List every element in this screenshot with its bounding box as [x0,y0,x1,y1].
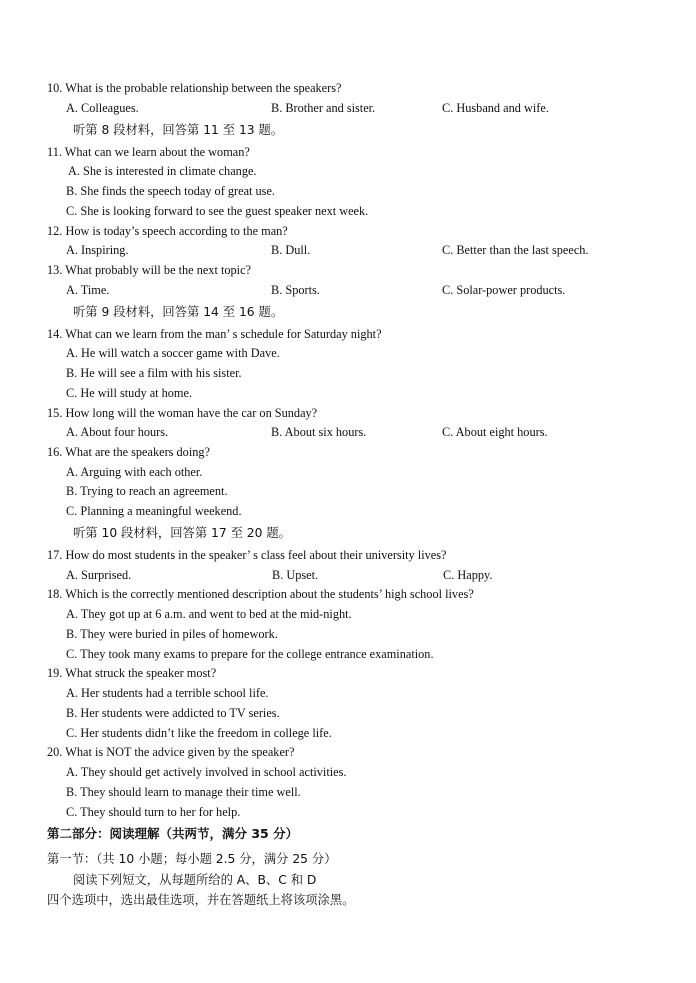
reading-directions-continued: 四个选项中，选出最佳选项，并在答题纸上将该项涂黑。 [47,893,355,907]
question-14 [47,326,382,342]
question-number: 19. [47,666,63,680]
question-text: How do most students in the speaker’ s class feel about their university lives? [65,548,447,562]
reading-directions: 阅读下列短文，从每题所给的 A、B、C 和 D [73,873,317,887]
option-c: C. Planning a meaningful weekend. [66,504,242,518]
option-a: A. Time. [66,283,110,297]
option-c: C. Happy. [443,568,493,582]
question-text: What are the speakers doing? [65,445,210,459]
option-a: A. She is interested in climate change. [68,164,257,178]
question-number: 11. [47,145,62,159]
question-number: 14. [47,327,63,341]
question-17 [47,547,446,563]
option-c: C. About eight hours. [442,425,548,439]
question-20 [47,744,294,760]
question-18 [47,586,474,602]
question-15 [47,405,317,421]
option-a: A. Inspiring. [66,243,129,257]
option-b: B. Dull. [271,243,311,257]
option-c: C. They should turn to her for help. [66,805,241,819]
question-text: What is NOT the advice given by the speaker? [65,745,295,759]
option-c: C. She is looking forward to see the guest speaker next week. [66,204,369,218]
option-a: A. Colleagues. [66,101,139,115]
option-a: A. They should get actively involved in school activities. [66,765,347,779]
question-text: What can we learn from the man’ s schedule for Saturday night? [65,327,382,341]
option-b: B. About six hours. [271,425,367,439]
question-text: How long will the woman have the car on Sunday? [65,406,318,420]
listening-instruction: 听第 9 段材料，回答第 14 至 16 题。 [73,305,284,319]
option-c: C. They took many exams to prepare for the college entrance examination. [66,647,434,661]
question-number: 17. [47,548,63,562]
section-title: 第二部分：阅读理解（共两节，满分 35 分） [47,826,299,841]
question-number: 18. [47,587,63,601]
question-11 [47,144,250,160]
question-number: 12. [47,224,63,238]
option-b: B. They should learn to manage their time well. [66,785,301,799]
listening-instruction: 听第 8 段材料，回答第 11 至 13 题。 [73,123,284,137]
question-10 [47,80,341,96]
option-c: C. Solar-power products. [442,283,566,297]
question-19 [47,665,216,681]
question-number: 16. [47,445,63,459]
option-a: A. Her students had a terrible school life. [66,686,269,700]
question-text: How is today’s speech according to the man? [65,224,288,238]
question-text: What probably will be the next topic? [65,263,251,277]
question-number: 15. [47,406,63,420]
listening-instruction: 听第 10 段材料，回答第 17 至 20 题。 [73,526,291,540]
option-b: B. Upset. [272,568,319,582]
section-subtitle: 第一节：（共 10 小题；每小题 2.5 分，满分 25 分） [47,852,337,866]
question-text: What is the probable relationship between the speakers? [65,81,342,95]
question-13 [47,262,251,278]
question-number: 10. [47,81,63,95]
option-b: B. They were buried in piles of homework. [66,627,278,641]
option-c: C. Better than the last speech. [442,243,589,257]
option-a: A. About four hours. [66,425,169,439]
question-text: What struck the speaker most? [65,666,217,680]
option-c: C. Her students didn’t like the freedom in college life. [66,726,332,740]
option-c: C. Husband and wife. [442,101,549,115]
option-a: A. Arguing with each other. [66,465,203,479]
question-12 [47,223,288,239]
question-text: What can we learn about the woman? [64,145,250,159]
option-a: A. Surprised. [66,568,132,582]
question-number: 13. [47,263,63,277]
option-b: B. Trying to reach an agreement. [66,484,228,498]
question-16 [47,444,210,460]
option-a: A. He will watch a soccer game with Dave. [66,346,280,360]
option-a: A. They got up at 6 a.m. and went to bed at the mid-night. [66,607,352,621]
question-number: 20. [47,745,63,759]
question-text: Which is the correctly mentioned description about the students’ high school lives? [65,587,474,601]
option-b: B. He will see a film with his sister. [66,366,242,380]
option-c: C. He will study at home. [66,386,193,400]
option-b: B. Brother and sister. [271,101,376,115]
option-b: B. Sports. [271,283,320,297]
option-b: B. Her students were addicted to TV series. [66,706,280,720]
option-b: B. She finds the speech today of great use. [66,184,275,198]
